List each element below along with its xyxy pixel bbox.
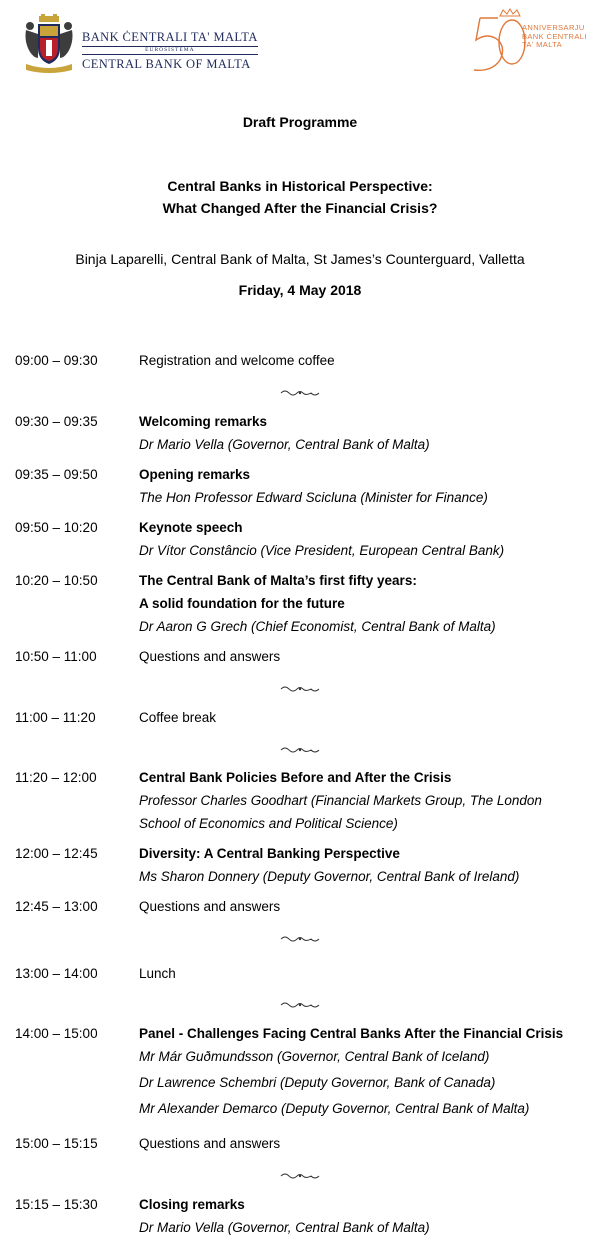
ornament-divider-icon <box>279 1001 321 1009</box>
session-speaker: Ms Sharon Donnery (Deputy Governor, Central Bank of Ireland) <box>139 869 520 884</box>
anniversary-number <box>0 0 1 1</box>
conference-title <box>0 175 600 219</box>
document-title: Draft Programme <box>242 114 358 130</box>
conference-title-line-1: Central Banks in Historical Perspective: <box>167 178 433 194</box>
session-time: 09:30 – 09:35 <box>15 414 98 429</box>
session-speaker: Dr Mario Vella (Governor, Central Bank of Malta) <box>139 437 430 452</box>
ornament-divider-icon <box>279 935 321 943</box>
session-time: 15:00 – 15:15 <box>15 1136 98 1151</box>
anniversary-line-1: ANNIVERSARJU <box>522 23 585 32</box>
ornament-divider-icon <box>279 685 321 693</box>
session-time: 10:20 – 10:50 <box>15 573 98 588</box>
session-title: Questions and answers <box>139 649 281 664</box>
anniversary-line-2: BANK ĊENTRALI <box>522 31 587 41</box>
session-title: Welcoming remarks <box>139 414 268 429</box>
venue: Binja Laparelli, Central Bank of Malta, St James’s Counterguard, Valletta <box>75 251 525 267</box>
session-speaker: Mr Alexander Demarco (Deputy Governor, Central Bank of Malta) <box>139 1101 530 1116</box>
session-time: 09:50 – 10:20 <box>15 520 98 535</box>
session-speaker: Dr Aaron G Grech (Chief Economist, Central Bank of Malta) <box>139 619 496 634</box>
bank-name-english: CENTRAL BANK OF MALTA <box>82 57 251 71</box>
ornament-divider-icon <box>279 1172 321 1180</box>
session-title: The Central Bank of Malta’s first fifty years: <box>139 573 417 588</box>
bank-name-maltese: BANK ĊENTRALI TA' MALTA <box>82 30 258 44</box>
bank-name <box>82 30 258 71</box>
session-speaker: Dr Lawrence Schembri (Deputy Governor, Bank of Canada) <box>139 1075 496 1090</box>
session-speaker: School of Economics and Political Science) <box>139 816 398 831</box>
session-speaker: Professor Charles Goodhart (Financial Markets Group, The London <box>139 793 542 808</box>
session-title: A solid foundation for the future <box>139 596 345 611</box>
session-time: 09:00 – 09:30 <box>15 353 98 368</box>
session-time: 10:50 – 11:00 <box>15 649 97 664</box>
session-time: 12:45 – 13:00 <box>15 899 98 914</box>
anniversary-line-3: TA' MALTA <box>522 40 563 49</box>
session-title: Questions and answers <box>139 899 281 914</box>
session-speaker: Mr Már Guðmundsson (Governor, Central Bank of Iceland) <box>139 1049 490 1064</box>
session-title: Registration and welcome coffee <box>139 353 335 368</box>
session-title: Diversity: A Central Banking Perspective <box>139 846 400 861</box>
session-title: Keynote speech <box>139 520 243 535</box>
session-speaker: Dr Mario Vella (Governor, Central Bank of Malta) <box>139 1220 430 1235</box>
session-speaker: Dr Vítor Constâncio (Vice President, European Central Bank) <box>139 543 505 558</box>
session-speaker: The Hon Professor Edward Scicluna (Minister for Finance) <box>139 490 488 505</box>
ornament-divider-icon <box>279 746 321 754</box>
session-title: Opening remarks <box>139 467 251 482</box>
bank-crest-icon <box>22 14 76 76</box>
session-time: 13:00 – 14:00 <box>15 966 98 981</box>
ornament-divider-icon <box>279 389 321 397</box>
bank-eurosystem-label: EUROSISTEMA <box>82 46 258 55</box>
session-title: Lunch <box>139 966 176 981</box>
session-time: 15:15 – 15:30 <box>15 1197 98 1212</box>
session-time: 11:00 – 11:20 <box>15 710 96 725</box>
session-title: Closing remarks <box>139 1197 245 1212</box>
session-time: 11:20 – 12:00 <box>15 770 97 785</box>
event-date: Friday, 4 May 2018 <box>238 282 362 298</box>
conference-title-line-2: What Changed After the Financial Crisis? <box>162 200 438 216</box>
session-title: Questions and answers <box>139 1136 281 1151</box>
session-title: Central Bank Policies Before and After the Crisis <box>139 770 452 785</box>
session-time: 14:00 – 15:00 <box>15 1026 98 1041</box>
page-header <box>0 0 600 90</box>
session-time: 09:35 – 09:50 <box>15 467 98 482</box>
anniversary-text <box>522 24 587 50</box>
session-title: Coffee break <box>139 710 217 725</box>
session-title: Panel - Challenges Facing Central Banks After the Financial Crisis <box>139 1026 564 1041</box>
session-time: 12:00 – 12:45 <box>15 846 98 861</box>
